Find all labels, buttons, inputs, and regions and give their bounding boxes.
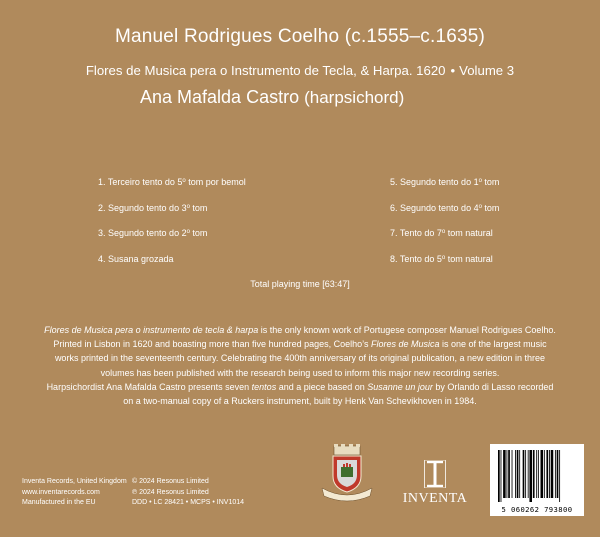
- coat-of-arms-icon: [316, 444, 378, 506]
- publisher-name: Inventa Records, United Kingdom: [22, 478, 127, 485]
- work-title-line: [0, 63, 600, 78]
- track-item: 7. Tento do 7$^o$ tom natural: [390, 228, 493, 238]
- notes-line: volumes has been published with the research being used to inform this major new recording series.: [100, 367, 500, 378]
- publisher-website[interactable]: www.inventarecords.com: [22, 488, 100, 496]
- track-list-left: [98, 175, 246, 277]
- copyright-line: © 2024 Resonus Limited: [132, 478, 209, 485]
- track-item: 2. Segundo tento do 3$^o$ tom: [98, 202, 208, 213]
- liner-notes: [18, 323, 582, 408]
- track-item: 3. Segundo tento do 2$^o$ tom: [98, 228, 208, 238]
- track-item: 6. Segundo tento do 4$^o$ tom: [390, 202, 500, 213]
- title-separator: •: [450, 63, 456, 78]
- notes-line: Harpsichordist Ana Mafalda Castro presents seven tentos and a piece based on Susanne un jour by Orlando di Lasso recorded: [46, 381, 554, 392]
- inventa-logo: [402, 460, 468, 508]
- catalogue-line: DDD • LC 28421 • MCPS • INV1014: [132, 499, 245, 506]
- track-item: 5. Segundo tento do 1$^o$ tom: [390, 177, 500, 187]
- composer-title: Manuel Rodrigues Coelho (c.1555–c.1635): [114, 26, 486, 47]
- track-item: 8. Tento do 5$^o$ tom natural: [390, 253, 493, 264]
- notes-line: on a two-manual copy of a Ruckers instrument, built by Henk Van Schevikhoven in 1984.: [123, 396, 477, 407]
- track-list-right: [390, 175, 499, 277]
- barcode-number: 5 060262 793800: [501, 505, 573, 514]
- barcode-bars-icon: [496, 450, 578, 502]
- notes-line: works printed in the seventeenth century. Celebrating the 400th anniversary of its original publication, a new edition in three: [54, 353, 546, 364]
- publisher-info: [22, 477, 127, 509]
- total-playing-time: Total playing time [63:47]: [250, 279, 350, 289]
- performer-name: Ana Mafalda Castro: [140, 87, 300, 107]
- copyright-info: [132, 477, 244, 509]
- track-item: 1. Terceiro tento do 5$^o$ tom por bemol: [98, 177, 246, 187]
- notes-line: Printed in Lisbon in 1620 and boasting more than five hundred pages, Coelho’s Flores de Musica is one of the largest music: [53, 339, 547, 350]
- barcode: [490, 444, 584, 516]
- notes-line: Flores de Musica pera o instrumento de tecla & harpa is the only known work of Portugese composer Manuel Rodrigues Coelho.: [44, 325, 556, 335]
- performer-instrument: (harpsichord): [304, 88, 405, 107]
- phonogram-line: ℗ 2024 Resonus Limited: [132, 488, 209, 496]
- inventa-logo-text: INVENTA: [402, 491, 468, 506]
- manufacture-info: Manufactured in the EU: [22, 499, 96, 506]
- performer-line: [140, 87, 404, 108]
- inventa-logo-icon: [424, 460, 446, 488]
- track-item: 4. Susana grozada: [98, 253, 174, 264]
- volume-label: Volume 3: [459, 63, 515, 78]
- work-title: Flores de Musica pera o Instrumento de Tecla, & Harpa. 1620: [85, 63, 446, 78]
